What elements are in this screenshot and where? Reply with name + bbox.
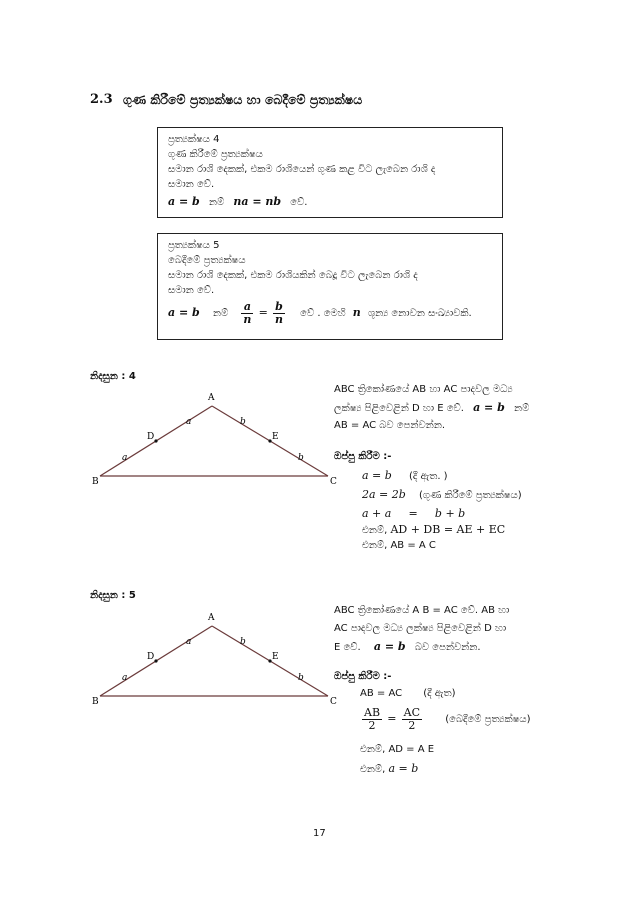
example-4-seg-label-ad: a	[186, 417, 192, 427]
example-4-step1-reason: (දී ඇත. )	[409, 471, 448, 482]
example-4-seg-label-ae: b	[240, 417, 246, 427]
example-5-step1-reason: (දී ඇත)	[423, 688, 456, 699]
example-5-step4-math: a = b	[388, 762, 419, 775]
axiom-4-line1: සමාන රාශි දෙකක්, එකම රාශියෙන් ගුණ කළ විට ලැබෙන රාශි ද	[168, 164, 436, 175]
example-4-step2-reason: (ගුණ කිරීමේ ප්‍රත්‍යක්ෂය)	[419, 490, 522, 501]
example-4-proof-label: ඔප්පු කිරීම :-	[334, 451, 392, 462]
axiom-5-line2: සමාන වේ.	[168, 285, 215, 296]
axiom-5-fraction-right	[273, 301, 285, 326]
example-4-step3-right: b + b	[434, 507, 466, 520]
axiom-4-name: ගුණ කිරීමේ ප්‍රත්‍යක්ෂය	[168, 149, 263, 160]
example-5-frac2-den: 2	[408, 718, 416, 732]
example-4-step1-math: a = b	[362, 469, 392, 482]
example-5-seg-label-ec: b	[298, 673, 304, 683]
example-5-vertex-a: A	[208, 613, 215, 623]
axiom-5-fraction-left	[241, 301, 253, 326]
axiom-4-then: නම්	[208, 197, 225, 208]
example-4-vertex-d: D	[147, 432, 155, 442]
axiom-5-frac-left-den: n	[243, 312, 252, 326]
example-4-step3-eq: =	[408, 507, 418, 520]
example-4-step5-math: AB = A C	[390, 540, 436, 551]
axiom-5-n-var: n	[352, 306, 361, 319]
example-4-step2	[362, 487, 522, 504]
example-5-problem-math: a = b	[373, 640, 406, 653]
example-5-vertex-b: B	[92, 697, 99, 707]
example-5-problem-line3	[334, 639, 481, 656]
example-4-step5-prefix: එනම්,	[362, 540, 388, 551]
example-5-step2-reason: (බෙදීමේ ප්‍රත්‍යක්ෂය)	[445, 714, 531, 725]
axiom-5-box	[157, 233, 503, 340]
example-4-vertex-e: E	[272, 432, 279, 442]
example-4-problem-line3: AB = AC බව පෙන්වන්න.	[334, 420, 446, 431]
axiom-5-frac-right-num: b	[273, 301, 285, 314]
page-number: 17	[313, 828, 326, 839]
example-5-point-d	[154, 659, 157, 662]
example-4-step4-prefix: එනම්,	[362, 525, 388, 536]
axiom-5-tail: වේ . මෙහි	[300, 308, 346, 319]
example-5-proof-label: ඔප්පු කිරීම :-	[334, 671, 392, 682]
example-4-problem-line1: ABC ත්‍රිකෝණයේ AB හා AC පාදවල මධ්‍ය	[334, 384, 513, 395]
axiom-5-frac-eq: =	[258, 306, 268, 319]
example-5-seg-label-ae: b	[240, 637, 246, 647]
axiom-5-then: නම්	[212, 308, 229, 319]
example-5-frac2-num: AC	[403, 705, 420, 719]
example-4-vertex-a: A	[208, 393, 215, 403]
example-5-triangle-figure	[90, 608, 350, 718]
example-5-seg-label-ad: a	[186, 637, 192, 647]
axiom-4-condition: a = b	[168, 195, 200, 208]
axiom-4-line2: සමාන වේ.	[168, 179, 215, 190]
example-4-seg-label-db: a	[122, 453, 128, 463]
example-4-step1	[362, 468, 448, 485]
example-5-problem-line3a: E වේ.	[334, 642, 361, 653]
example-4-step5	[362, 538, 436, 554]
example-5-step4	[360, 761, 418, 778]
example-5-step2	[360, 704, 531, 735]
example-5-fraction-ab	[362, 707, 382, 732]
example-5-frac1-den: 2	[368, 718, 376, 732]
example-4-step2-math: 2a = 2b	[362, 488, 406, 501]
example-5-vertex-e: E	[272, 652, 279, 662]
axiom-5-name: බෙදීමේ ප්‍රත්‍යක්ෂය	[168, 255, 246, 266]
example-4-point-d	[154, 439, 157, 442]
axiom-4-heading: ප්‍රත්‍යක්ෂය 4	[168, 134, 220, 145]
axiom-5-line1: සමාන රාශි දෙකක්, එකම රාශියකින් බෙදූ විට ලැබෙන රාශි ද	[168, 270, 418, 281]
section-number: 2.3	[90, 92, 113, 107]
example-5-problem-line3b: බව පෙන්වන්න.	[414, 642, 481, 653]
section-title: ගුණ කිරීමේ ප්‍රත්‍යක්ෂය හා බෙදීමේ ප්‍රත්‍යක්ෂය	[123, 92, 363, 107]
example-4-triangle-figure	[90, 388, 350, 498]
example-5-problem-line1: ABC ත්‍රිකෝණයේ A B = AC වේ. AB හා	[334, 605, 510, 616]
example-4-step4	[362, 522, 505, 539]
example-4-seg-label-ec: b	[298, 453, 304, 463]
example-5-frac-eq: =	[387, 712, 397, 725]
axiom-5-tail-end: ශුන්‍ය නොවන සංඛ්‍යාවකි.	[367, 308, 472, 319]
example-5-step4-prefix: එනම්,	[360, 764, 386, 775]
example-5-vertex-d: D	[147, 652, 155, 662]
example-4-problem-cond: a = b	[473, 401, 505, 414]
example-5-label: නිදසුන : 5	[90, 590, 136, 601]
example-5-problem-line2: AC පාදවල මධ්‍ය ලක්ෂ්‍ය පිළිවෙළින් D හා	[334, 623, 507, 634]
example-5-step1-math: AB = AC	[360, 688, 403, 699]
example-5-step3-math: AD = A E	[388, 744, 435, 755]
example-5-vertex-c: C	[330, 697, 337, 707]
example-5-frac1-num: AB	[364, 705, 381, 719]
example-4-problem-line2a: ලක්ෂ්‍ය පිළිවෙළින් D හා E වේ.	[334, 403, 464, 414]
example-4-label: නිදසුන : 4	[90, 371, 136, 382]
example-4-vertex-c: C	[330, 477, 337, 487]
axiom-4-end: වේ.	[290, 197, 308, 208]
example-5-seg-label-db: a	[122, 673, 128, 683]
axiom-5-condition: a = b	[168, 306, 200, 319]
example-4-problem-line2b: නම්	[513, 403, 530, 414]
axiom-4-result: na = nb	[233, 195, 282, 208]
axiom-5-frac-left-num: a	[241, 301, 253, 314]
example-5-fraction-ac	[402, 707, 422, 732]
example-4-step4-math: AD + DB = AE + EC	[390, 523, 506, 536]
example-4-problem-line2	[334, 400, 529, 417]
example-4-vertex-b: B	[92, 477, 99, 487]
axiom-5-frac-right-den: n	[274, 312, 283, 326]
example-5-step1	[360, 686, 456, 702]
example-4-step3-left: a + a	[362, 507, 392, 520]
example-5-step3-prefix: එනම්,	[360, 744, 386, 755]
example-5-step3	[360, 742, 434, 758]
axiom-5-heading: ප්‍රත්‍යක්ෂය 5	[168, 240, 220, 251]
axiom-4-box	[157, 127, 503, 218]
example-4-step3	[362, 506, 465, 523]
